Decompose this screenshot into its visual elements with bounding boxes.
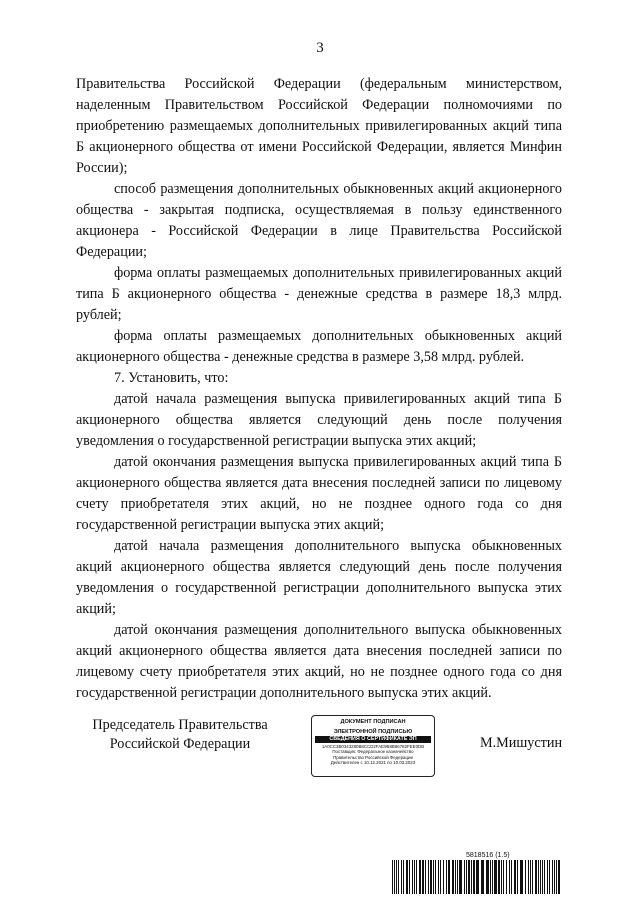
paragraph: датой окончания размещения дополнительного выпуска обыкновенных акций акционерного общества является дата внесения последней записи по лицевому счету приобретателя этих акций, но не позднее одного года со дня государственной регистрации дополнительного выпуска этих акций.	[76, 622, 562, 701]
paragraph: датой начала размещения дополнительного выпуска обыкновенных акций акционерного общества является следующий день после получения уведомления о государственной регистрации дополнительного выпуска этих акций;	[76, 538, 562, 617]
stamp-certificate-bar: СВЕДЕНИЯ О СЕРТИФИКАТЕ ЭП	[315, 736, 431, 743]
paragraph: 7. Установить, что:	[114, 370, 229, 386]
stamp-validity: Действителен с 10.12.2021 по 10.03.2023	[330, 759, 416, 765]
page-number: 3	[316, 40, 324, 56]
position-line: Российской Федерации	[109, 736, 251, 752]
signatory-position	[80, 716, 280, 754]
paragraph: датой окончания размещения выпуска привилегированных акций типа Б акционерного общества является дата внесения последней записи по лицевому счету приобретателя этих акций, но не позднее одного года со дня государственной регистрации выпуска этих акций;	[76, 454, 562, 533]
stamp-issuer: Поставщик: Федеральное казначейство	[332, 749, 414, 755]
stamp-title: ЭЛЕКТРОННОЙ ПОДПИСЬЮ	[333, 728, 413, 735]
stamp-title: ДОКУМЕНТ ПОДПИСАН	[340, 719, 406, 725]
document-body	[76, 74, 562, 704]
paragraph: форма оплаты размещаемых дополнительных обыкновенных акций акционерного общества - денежные средства в размере 3,58 млрд. рублей.	[76, 328, 562, 365]
document-code: 5818516 (1.5)	[466, 852, 510, 859]
position-line: Председатель Правительства	[92, 717, 268, 733]
paragraph: датой начала размещения выпуска привилегированных акций типа Б акционерного общества является следующий день после получения уведомления о государственной регистрации выпуска этих акций;	[76, 391, 562, 449]
signatory-name: М.Мишустин	[480, 735, 563, 751]
stamp-issuer: Правительство Российской Федерации	[333, 754, 413, 760]
barcode-icon	[392, 860, 564, 894]
paragraph: Правительства Российской Федерации (федеральным министерством, наделенным Правительством Российской Федерации полномочиями по приобретению размещаемых дополнительных привилегированных акций типа Б акционерного общества от имени Российской Федерации, является Минфин России);	[76, 76, 562, 176]
stamp-serial: 1A0CC3B0343280B8CCD2FAE9B8B86782FEE0DB	[321, 744, 425, 750]
electronic-signature-stamp	[311, 715, 435, 777]
paragraph: способ размещения дополнительных обыкновенных акций акционерного общества - закрытая подписка, осуществляемая в пользу единственного акционера - Российской Федерации в лице Правительства Российской Федерации;	[76, 181, 562, 260]
paragraph: форма оплаты размещаемых дополнительных привилегированных акций типа Б акционерного общества - денежные средства в размере 18,3 млрд. рублей;	[76, 265, 562, 323]
